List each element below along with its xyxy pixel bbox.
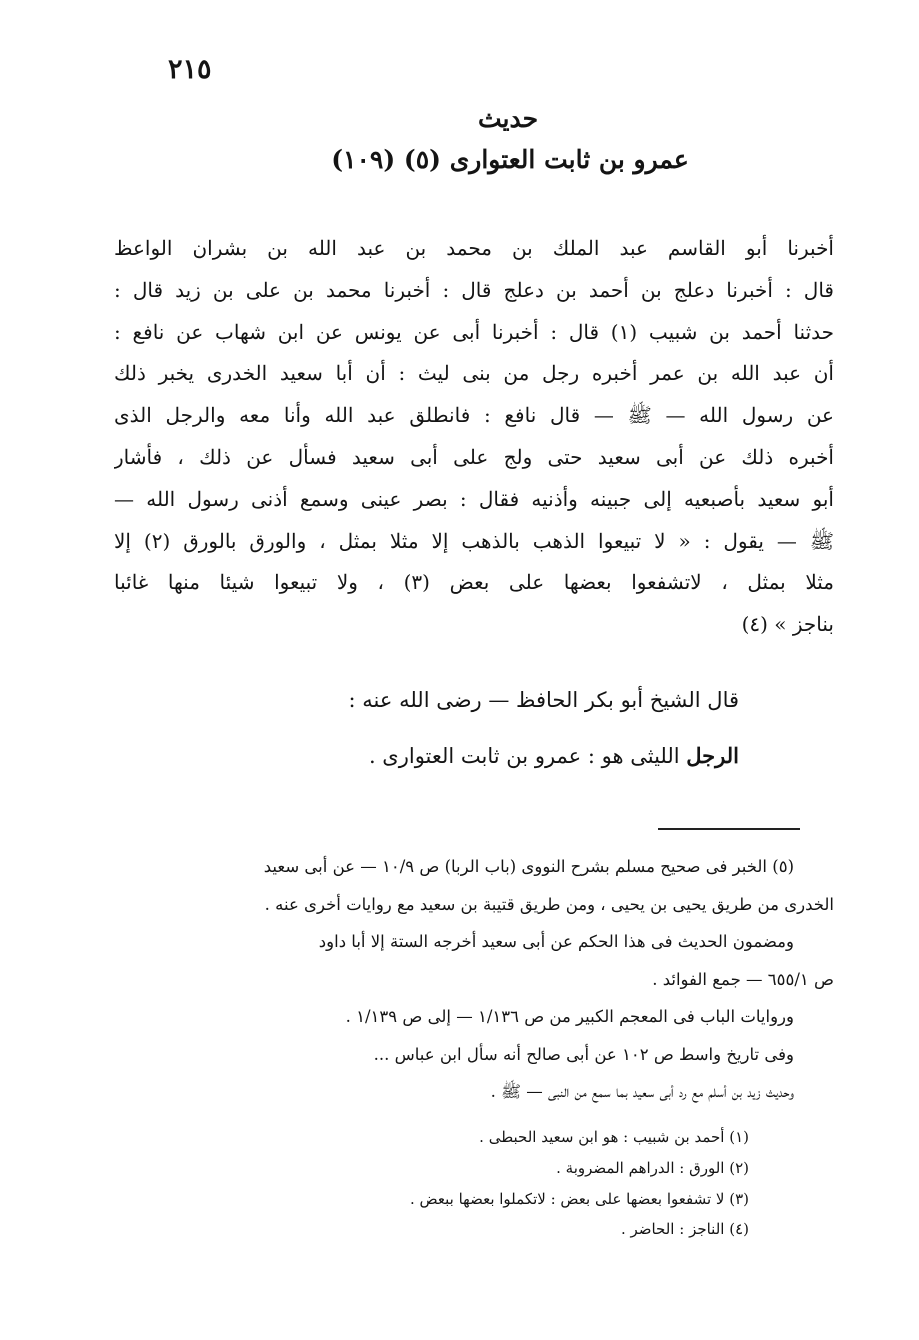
note-line: وحديث زيد بن أسلم مع رد أبى سعيد بما سمع من النبى — ﷺ . — [490, 1082, 794, 1101]
footnotes — [189, 1122, 749, 1245]
footnote-item: (١) أحمد بن شبيب : هو ابن سعيد الحبطى . — [479, 1128, 749, 1146]
narrator-identification — [179, 743, 739, 768]
footnote-item: (٤) الناجز : الحاضر . — [620, 1220, 749, 1239]
body-line: أخبرنا أبو القاسم عبد الملك بن محمد بن عبد الله بن بشران الواعظ — [114, 236, 834, 260]
note-line: وفى تاريخ واسط ص ١٠٢ عن أبى صالح أنه سأل ابن عباس ... — [373, 1044, 794, 1064]
note-line: ص ٦٥٥/١ — جمع الفوائد . — [652, 969, 834, 989]
body-line: عن رسول الله — ﷺ — قال نافع : فانطلق عبد الله وأنا معه والرجل الذى — [114, 403, 834, 428]
note-line: وروايات الباب فى المعجم الكبير من ص ١/١٣٦ — إلى ص ١/١٣٩ . — [345, 1007, 794, 1026]
body-line: أخبره ذلك عن أبى سعيد حتى ولج على أبى سعيد فسأل عن ذلك ، فأشار — [114, 444, 834, 469]
body-line: حدثنا أحمد بن شبيب (١) قال : أخبرنا أبى عن يونس عن ابن شهاب عن نافع : — [114, 319, 834, 344]
source-notes — [104, 848, 834, 1111]
statement-keyword: الرجل — [686, 743, 739, 768]
footnote-item: (٢) الورق : الدراهم المضروبة . — [556, 1158, 749, 1177]
hadith-title: (١٠٩) عمرو بن ثابت العتوارى (٥) — [331, 145, 689, 174]
section-heading: حديث — [477, 104, 539, 133]
body-line: قال : أخبرنا دعلج بن أحمد بن دعلج قال : أخبرنا محمد بن على بن زيد قال : — [114, 277, 834, 302]
page-number: ٢١٥ — [168, 54, 212, 85]
body-line: أن عبد الله بن عمر أخبره رجل من بنى ليث : أن أبا سعيد الخدرى يخبر ذلك — [114, 361, 834, 386]
note-line: ومضمون الحديث فى هذا الحكم عن أبى سعيد أخرجه الستة إلا أبا داود — [318, 932, 794, 951]
body-line: أبو سعيد بأصبعيه إلى جبينه وأذنيه فقال : بصر عينى وسمع أذنى رسول الله — — [114, 486, 834, 511]
footnote-divider — [658, 828, 800, 830]
note-line: (٥) الخبر فى صحيح مسلم بشرح النووى (باب الربا) ص ١٠/٩ — عن أبى سعيد — [263, 857, 794, 876]
body-line: مثلا بمثل ، لاتشفعوا بعضها على بعض (٣) ، ولا تبيعوا شيئا منها غائبا — [114, 570, 834, 595]
hadith-body — [114, 228, 834, 646]
statement-text: الليثى هو : عمرو بن ثابت العتوارى . — [368, 744, 687, 768]
note-line: الخدرى من طريق يحيى بن يحيى ، ومن طريق قتيبة بن سعيد مع روايات أخرى عنه . — [264, 894, 834, 914]
body-line: ﷺ — يقول : « لا تبيعوا الذهب بالذهب إلا مثلا بمثل ، والورق بالورق (٢) إلا — [114, 528, 834, 553]
sheikh-statement: قال الشيخ أبو بكر الحافظ — رضى الله عنه : — [348, 688, 739, 712]
body-line: بناجز » (٤) — [741, 612, 834, 637]
footnote-item: (٣) لا تشفعوا بعضها على بعض : لاتكملوا بعضها ببعض . — [409, 1189, 749, 1208]
